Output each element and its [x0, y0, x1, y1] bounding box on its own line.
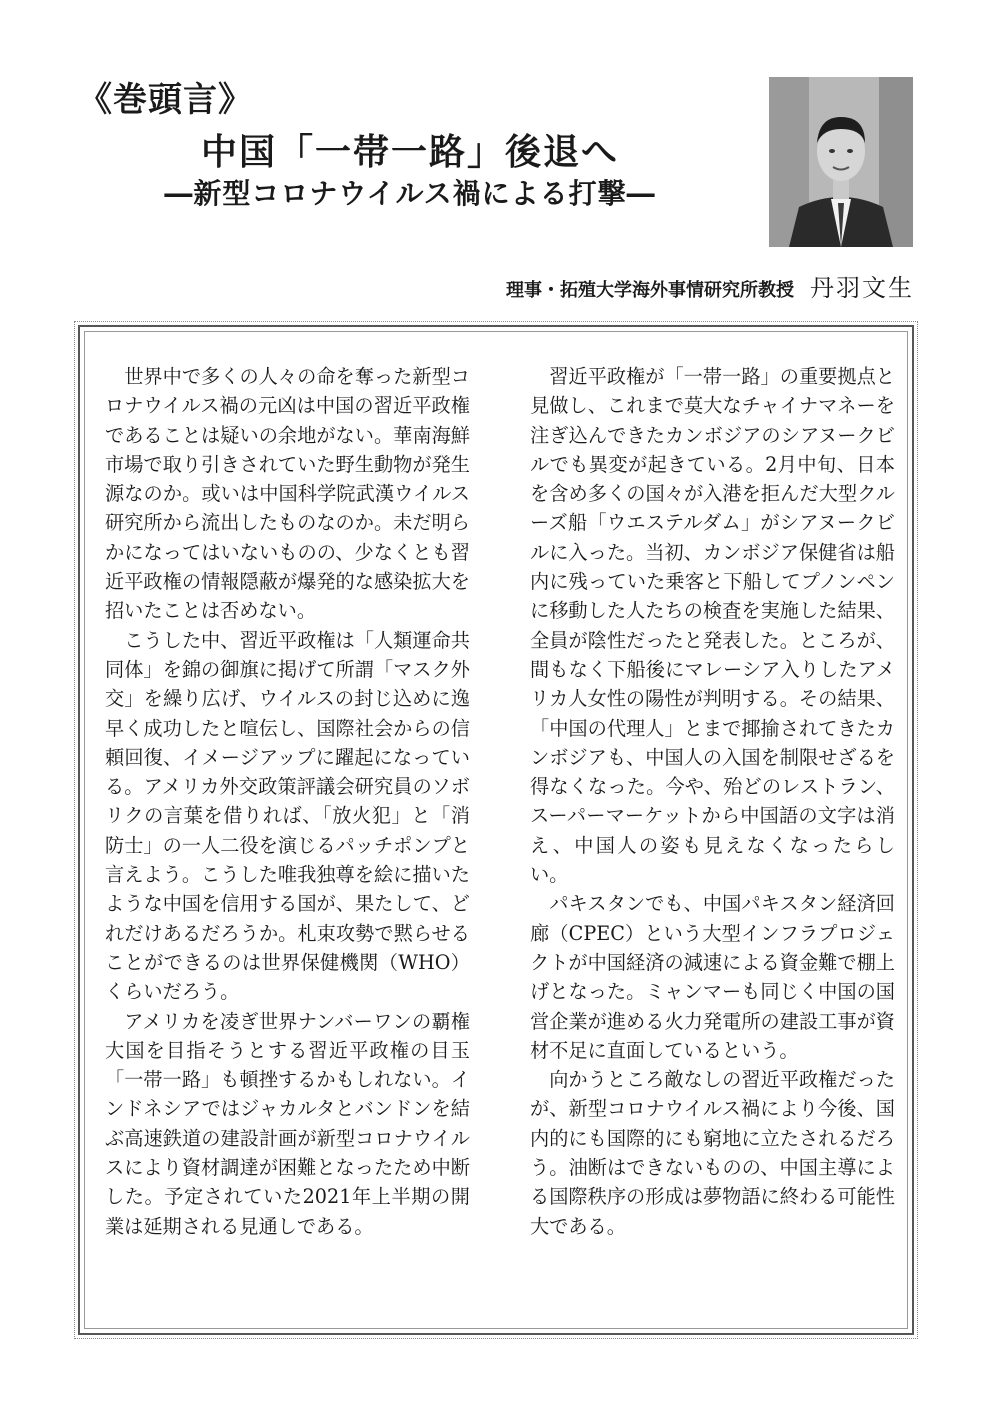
paragraph: 世界中で多くの人々の命を奪った新型コロナウイルス禍の元凶は中国の習近平政権であることは疑いの余地がない。華南海鮮市場で取り引きされていた野生動物が発生源なのか。或いは中国科学院武漢ウイルス研究所から流出したものなのか。未だ明らかになってはいないものの、少なくとも習近平政権の情報隠蔽が爆発的な感染拡大を招いたことは否めない。 [105, 365, 470, 623]
right-column [530, 362, 895, 1312]
paragraph: こうした中、習近平政権は「人類運命共同体」を錦の御旗に掲げて所謂「マスク外交」を繰り広げ、ウイルスの封じ込めに逸早く成功したと喧伝し、国際社会からの信頼回復、イメージアップに躍起になっている。アメリカ外交政策評議会研究員のソボリクの言葉を借りれば、「放火犯」と「消防士」の一人二役を演じるパッチポンプと言えよう。こうした唯我独尊を絵に描いたような中国を信用する国が、果たして、どれだけあるだろうか。札束攻勢で黙らせることができるのは世界保健機関（WHO）くらいだろう。 [105, 628, 470, 1004]
author-photo [769, 77, 913, 247]
byline [506, 268, 914, 303]
left-column [105, 362, 470, 1312]
paragraph: 向かうところ敵なしの習近平政権だったが、新型コロナウイルス禍により今後、国内的にも国際的にも窮地に立たされるだろう。油断はできないものの、中国主導による国際秩序の形成は夢物語に終わる可能性大である。 [530, 1068, 895, 1238]
article-body [105, 362, 895, 1312]
paragraph: アメリカを凌ぎ世界ナンバーワンの覇権大国を目指そうとする習近平政権の目玉「一帯一路」も頓挫するかもしれない。インドネシアではジャカルタとバンドンを結ぶ高速鉄道の建設計画が新型コロナウイルスにより資材調達が困難となったため中断した。予定されていた2021年上半期の開業は延期される見通しである。 [105, 1009, 470, 1238]
author-affiliation: 理事・拓殖大学海外事情研究所教授 [506, 280, 794, 301]
article-subtitle: ―新型コロナウイルス禍による打撃― [164, 177, 656, 210]
paragraph: 習近平政権が「一帯一路」の重要拠点と見做し、これまで莫大なチャイナマネーを注ぎ込んできたカンボジアのシアヌークビルでも異変が起きている。2月中旬、日本を含め多くの国々が入港を拒んだ大型クルーズ船「ウエステルダム」がシアヌークビルに入った。当初、カンボジア保健省は船内に残っていた乗客と下船してプノンペンに移動した人たちの検査を実施した結果、全員が陰性だったと発表した。ところが、間もなく下船後にマレーシア入りしたアメリカ人女性の陽性が判明する。その結果、「中国の代理人」とまで揶揄されてきたカンボジアも、中国人の入国を制限せざるを得なくなった。今や、殆どのレストラン、スーパーマーケットから中国語の文字は消え、中国人の姿も見えなくなったらしい。 [530, 365, 895, 887]
section-label: 《巻頭言》 [78, 80, 253, 120]
portrait-image [769, 77, 913, 247]
author-name: 丹羽文生 [810, 274, 914, 302]
paragraph: パキスタンでも、中国パキスタン経済回廊（CPEC）という大型インフラプロジェクトが中国経済の減速による資金難で棚上げとなった。ミャンマーも同じく中国の国営企業が進める火力発電所の建設工事が資材不足に直面しているという。 [530, 892, 895, 1062]
article-title: 中国「一帯一路」後退へ [200, 131, 619, 173]
